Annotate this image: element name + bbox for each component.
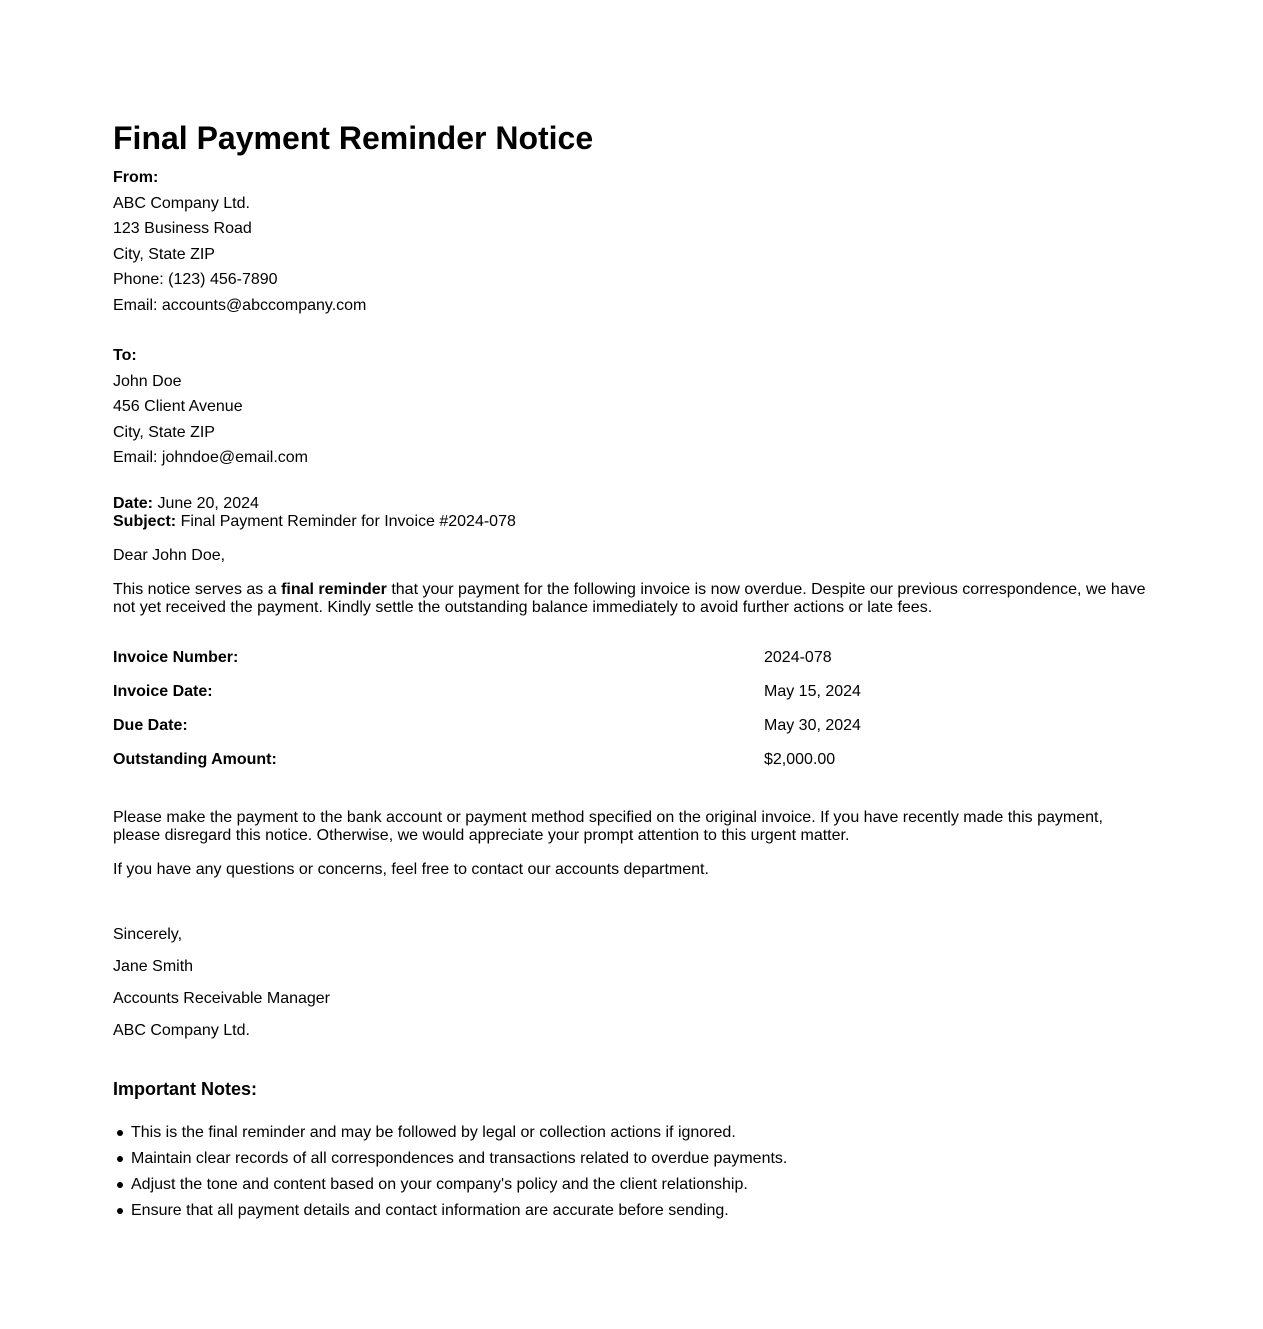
recipient-street: 456 Client Avenue [113, 398, 243, 415]
date-label: Date: [113, 495, 154, 512]
contact-paragraph: If you have any questions or concerns, feel free to contact our accounts department. [113, 861, 709, 878]
intro-emphasis: final reminder [281, 581, 387, 598]
outstanding-amount-value: $2,000.00 [764, 751, 836, 768]
table-row [113, 709, 1153, 743]
date-value: June 20, 2024 [157, 495, 259, 512]
due-date-label: Due Date: [113, 717, 188, 734]
sender-address [113, 165, 366, 318]
signature-position: Accounts Receivable Manager [113, 990, 331, 1007]
invoice-number-label: Invoice Number: [113, 649, 239, 666]
invoice-date-label: Invoice Date: [113, 683, 213, 700]
page-title: Final Payment Reminder Notice [113, 120, 594, 156]
note-text: Maintain clear records of all correspondences and transactions related to overdue payments. [131, 1150, 788, 1167]
intro-after: that your payment for the following invoice is now overdue. Despite our previous correspondence, we have not yet received the payment. Kindly settle the outstanding balance immediately to avoid further actions or late fees. [113, 581, 1146, 616]
invoice-number-value: 2024-078 [764, 649, 832, 666]
sender-email: Email: accounts@abccompany.com [113, 296, 367, 314]
subject-line [113, 513, 516, 531]
table-row [113, 641, 1153, 675]
recipient-email: Email: johndoe@email.com [113, 449, 308, 466]
recipient-address [113, 343, 308, 471]
recipient-city: City, State ZIP [113, 423, 215, 441]
sender-street: 123 Business Road [113, 220, 252, 237]
list-item [131, 1172, 787, 1198]
due-date-value: May 30, 2024 [764, 717, 861, 734]
letter-meta [113, 495, 516, 531]
list-item [131, 1120, 787, 1146]
table-row [113, 675, 1153, 709]
signature-company: ABC Company Ltd. [113, 1022, 250, 1039]
recipient-name: John Doe [113, 372, 182, 390]
sender-phone: Phone: (123) 456-7890 [113, 271, 278, 288]
signature-closing: Sincerely, [113, 926, 183, 943]
signature-name: Jane Smith [113, 958, 194, 975]
recipient-heading: To: [113, 347, 137, 364]
table-row [113, 743, 1153, 777]
sender-company: ABC Company Ltd. [113, 194, 250, 212]
list-item [131, 1198, 787, 1224]
greeting: Dear John Doe, [113, 547, 226, 564]
note-text: Adjust the tone and content based on your company's policy and the client relationship. [131, 1176, 748, 1193]
sender-city: City, State ZIP [113, 245, 215, 263]
sender-heading: From: [113, 169, 159, 186]
list-item [131, 1146, 787, 1172]
payment-paragraph: Please make the payment to the bank account or payment method specified on the original invoice. If you have recently made this payment, please disregard this notice. Otherwise, we would appreciate your prompt attention to this urgent matter. [113, 809, 1103, 844]
note-text: This is the final reminder and may be followed by legal or collection actions if ignored. [131, 1124, 736, 1141]
subject-value: Final Payment Reminder for Invoice #2024-078 [180, 513, 516, 530]
invoice-details-table [113, 641, 1153, 777]
note-text: Ensure that all payment details and contact information are accurate before sending. [131, 1202, 729, 1219]
bullet-icon [117, 1208, 123, 1214]
subject-label: Subject: [113, 513, 177, 530]
bullet-icon [117, 1182, 123, 1188]
notes-heading: Important Notes: [113, 1079, 257, 1099]
bullet-icon [117, 1156, 123, 1162]
intro-before: This notice serves as a [113, 581, 282, 598]
bullet-icon [117, 1130, 123, 1136]
notes-list [113, 1120, 787, 1224]
intro-paragraph [113, 581, 1153, 617]
date-line [113, 495, 516, 513]
outstanding-amount-label: Outstanding Amount: [113, 751, 277, 768]
invoice-date-value: May 15, 2024 [764, 683, 861, 700]
